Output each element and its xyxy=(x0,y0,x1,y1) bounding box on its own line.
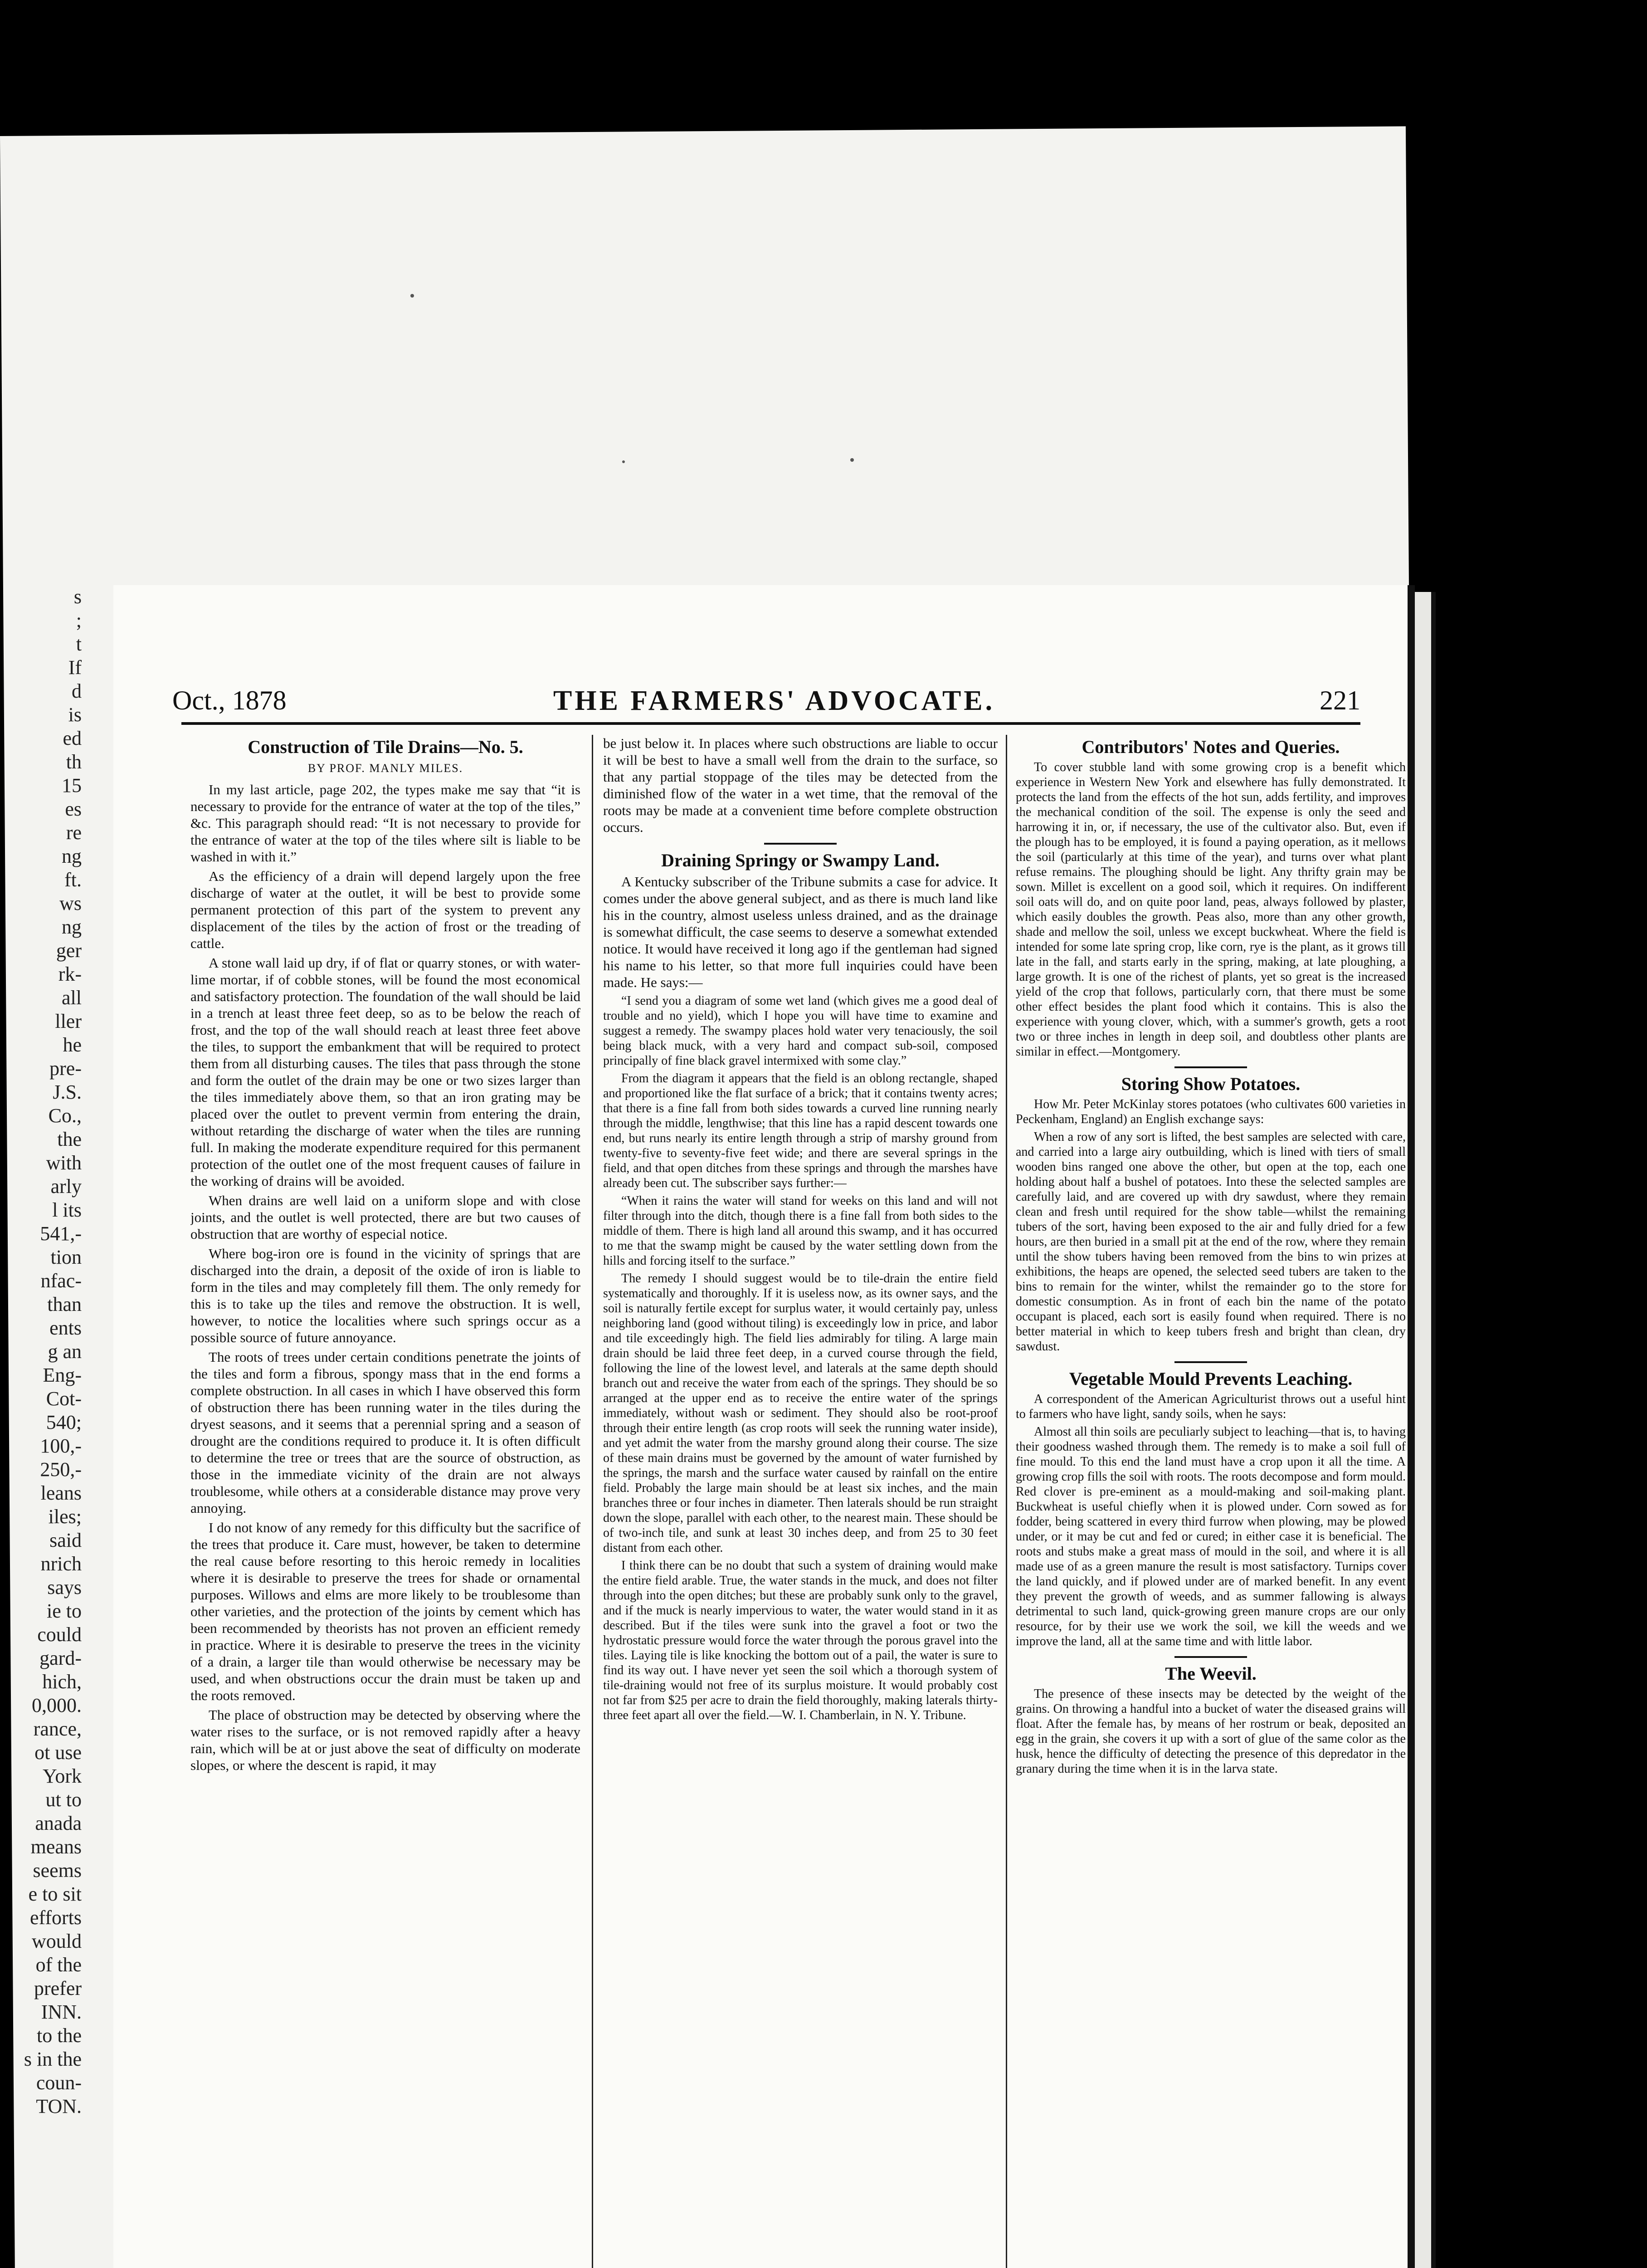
facing-page-fragment: 15 xyxy=(62,774,82,797)
facing-page-fragment: ; xyxy=(76,609,82,631)
facing-page-fragment: 0,000. xyxy=(32,1694,82,1716)
article-paragraph: The place of obstruction may be detected by observing where the water rises to the surface, or is not removed rapidly after a heavy rain, which will be at or just above the seat of difficulty on moderate slopes, or where the descent is rapid, it may xyxy=(190,1707,580,1773)
facing-page-fragment: Cot- xyxy=(46,1388,82,1410)
article-heading: Construction of Tile Drains—No. 5. xyxy=(248,737,523,757)
facing-page-fragment: is xyxy=(68,704,82,726)
facing-page-fragment: hich, xyxy=(42,1671,82,1693)
article-paragraph: Where bog-iron ore is found in the vicinity of springs that are discharged into the drain, a deposit of the oxide of iron is liable to form in the tiles and may completely fill them. The only remedy for this is to take up the tiles and remove the obstruction. It is well, however, to notice the localities where such springs occur as a possible source of future annoyance. xyxy=(190,1246,580,1345)
article-heading: The Weevil. xyxy=(1165,1663,1257,1684)
facing-page-fragment: ot use xyxy=(34,1741,82,1764)
facing-page-fragment: Co., xyxy=(48,1105,82,1127)
scan-speck xyxy=(622,460,625,463)
facing-page-fragment: Eng- xyxy=(43,1364,82,1386)
facing-page-fragment: rk- xyxy=(58,963,82,985)
facing-page-fragment: ger xyxy=(56,939,82,962)
column-divider xyxy=(1006,735,1007,2268)
facing-page-fragment: ents xyxy=(49,1317,82,1339)
facing-page-fragment: ng xyxy=(62,845,82,867)
article-heading: Contributors' Notes and Queries. xyxy=(1082,737,1340,757)
facing-page-fragment: If xyxy=(68,656,82,679)
facing-page-fragment: prefer xyxy=(34,1977,82,1999)
page-header xyxy=(136,685,1388,717)
scan-speck xyxy=(850,458,854,462)
facing-page-fragment: leans xyxy=(40,1482,82,1504)
article-paragraph: A Kentucky subscriber of the Tribune submits a case for advice. It comes under the above general subject, and as there is much land like his in the country, almost useless unless drained, and as the drainage is somewhat difficult, the case seems to deserve a somewhat extended notice. It would have received it long ago if the gentleman had signed his name to his letter, so that more full inquiries could have been made. He says:— xyxy=(603,874,998,990)
facing-page-fragment: s in the xyxy=(24,2048,82,2070)
facing-page-edge-text xyxy=(0,585,86,2268)
facing-page-fragment: TON. xyxy=(36,2095,82,2117)
facing-page-fragment: 100,- xyxy=(40,1435,82,1457)
column-notes-and-queries xyxy=(1016,735,1406,2268)
article-paragraph: In my last article, page 202, the types make me say that “it is necessary to provide for the entrance of water at the top of the tiles,” &c. This paragraph should read: “It is not necessary to provide for the entrance of water at the top of the tiles where silt is liable to be washed in with it.” xyxy=(190,782,580,865)
facing-page-fragment: re xyxy=(66,821,82,844)
facing-page-fragment: ed xyxy=(63,727,82,749)
facing-page-fragment: all xyxy=(62,987,82,1009)
facing-page-fragment: to the xyxy=(37,2024,82,2047)
article-paragraph: I think there can be no doubt that such a system of draining would make the entire field arable. True, the water stands in the muck, and does not filter through into the open ditches; but these are probably sunk only to the gravel, and if the muck is nearly impervious to water, the water would stand in it as described. But if the tiles were sunk into the gravel a foot or two the hydrostatic pressure would force the water through the porous gravel into the tiles. Laying tile is like knocking the bottom out of a pail, the water is sure to find its way out. I have never yet seen the soil which a thorough system of tile-draining would not free of its surplus moisture. It would probably cost not far from $25 per acre to drain the field thoroughly, making laterals thirty-three feet apart all over the field.—W. I. Chamberlain, in N. Y. Tribune. xyxy=(603,1559,998,1722)
facing-page-fragment: ller xyxy=(55,1010,82,1032)
facing-page-fragment: said xyxy=(49,1529,82,1551)
article-paragraph: When a row of any sort is lifted, the best samples are selected with care, and carried into a large airy outbuilding, which is lined with tiers of small wooden bins ranged one above the other, but open at the top, each one holding about half a bushel of potatoes. Into these the selected samples are carefully laid, and are covered up with dry sawdust, where they remain clean and fresh until required for the show table—whilst the remaining tubers of the sort, having been exposed to the air and fully dried for a few hours, are then buried in a small pit at the end of the row, where they remain until the show tubers having been removed from the bins to win prizes at exhibitions, the heaps are opened, the selected seed tubers are taken to the bins to remain for the winter, whilst the remainder go to the store for domestic consumption. As in front of each bin the name of the potato occupant is placed, each sort is easily found when required. There is no better material in which to keep tubers fresh and bright than clean, dry sawdust. xyxy=(1016,1130,1406,1354)
facing-page-fragment: arly xyxy=(50,1175,82,1198)
facing-page-fragment: es xyxy=(65,798,82,820)
facing-page-fragment: ng xyxy=(62,916,82,938)
facing-page-fragment: nrich xyxy=(40,1553,82,1575)
facing-page-fragment: says xyxy=(47,1576,82,1598)
facing-page-fragment: iles; xyxy=(48,1505,82,1528)
article-paragraph: The roots of trees under certain conditions penetrate the joints of the tiles and form a fibrous, spongy mass that in the end forms a complete obstruction. In all cases in which I have observed this form of obstruction there has been running water in the tiles during the dryest seasons, and it seems that a perennial spring and a season of drought are the conditions required to produce it. It is often difficult to determine the tree or trees that are the source of obstruction, as those in the immediate vicinity of the drain are not always troublesome, while others at a considerable distance may prove very annoying. xyxy=(190,1349,580,1516)
article-heading: Storing Show Potatoes. xyxy=(1121,1074,1301,1094)
facing-page-fragment: INN. xyxy=(41,2001,82,2023)
article-paragraph: A stone wall laid up dry, if of flat or quarry stones, or with water-lime mortar, if of cobble stones, will be found the most economical and satisfactory protection. The foundation of the wall should be laid in a trench at least three feet deep, so as to be below the reach of frost, and the top of the wall should reach at least three feet above the tiles, to support the embankment that will be required to protect them from all disturbing causes. The tiles that pass through the stone and form the outlet of the drain may be one or two sizes larger than the tiles immediately above them, so that an iron grating may be placed over the outlet to prevent vermin from entering the drain, without retarding the discharge of water when the tiles are running full. In making the moderate expenditure required for this permanent protection of the outlet one of the most frequent causes of failure in the working of drains will be avoided. xyxy=(190,955,580,1189)
column-tile-drains xyxy=(190,735,580,2268)
facing-page-fragment: rance, xyxy=(33,1718,82,1740)
header-rule xyxy=(181,722,1360,725)
article-paragraph: Almost all thin soils are peculiarly subject to leaching—that is, to having their goodness washed through them. The remedy is to make a soil full of fine mould. To this end the land must have a crop upon it all the time. A growing crop fills the soil with roots. The roots decompose and form mould. Red clover is pre-eminent as a mould-making and soil-making plant. Buckwheat is useful chiefly when it is plowed under. Corn sowed as for fodder, being scattered in every third furrow when plowing, may be plowed under, or it may be cut and fed or cured; in either case it is beneficial. The roots and stubs make a great mass of mould in the soil, and where it is all made use of as a green manure the result is most satisfactory. Turnips cover the land quickly, and if plowed under are of marked benefit. In any event they prevent the growth of weeds, and as summer fallowing is always detrimental to such land, quick-growing green manure crops are our only resource, for by their use we work the soil, we kill the weeds and we improve the land, all at the same time and with little labor. xyxy=(1016,1425,1406,1648)
facing-page-fragment: e to sit xyxy=(28,1883,82,1905)
column-draining-swampy-land xyxy=(603,735,998,2268)
section-rule xyxy=(1174,1656,1247,1658)
facing-page-fragment: t xyxy=(76,633,82,655)
section-rule xyxy=(1174,1066,1247,1068)
facing-page-fragment: gard- xyxy=(39,1647,82,1669)
facing-page-fragment: seems xyxy=(33,1859,82,1882)
facing-page-fragment: would xyxy=(32,1930,82,1952)
facing-page-fragment: l its xyxy=(52,1199,82,1221)
facing-page-fragment: than xyxy=(47,1293,82,1315)
facing-page-fragment: coun- xyxy=(36,2072,82,2094)
facing-page-fragment: ie to xyxy=(47,1600,82,1622)
facing-page-fragment: efforts xyxy=(29,1906,82,1929)
facing-page-fragment: 540; xyxy=(46,1411,82,1433)
facing-page-fragment: with xyxy=(46,1152,82,1174)
article-quote: “I send you a diagram of some wet land (which gives me a good deal of trouble and no yield), which I hope you will have time to examine and suggest a remedy. The swampy places hold water very tenaciously, the soil being black muck, with a very hard and compact sub-soil, composed principally of fine black gravel intermixed with some clay.” xyxy=(603,994,998,1068)
facing-page-fragment: J.S. xyxy=(53,1081,82,1103)
article-paragraph: The presence of these insects may be detected by the weight of the grains. On throwing a handful into a bucket of water the diseased grains will float. After the female has, by means of her rostrum or beak, deposited an egg in the grain, she covers it up with a sort of glue of the same color as the husk, hence the difficulty of detecting the presence of this depredator in the granary during the time when it is in the larva state. xyxy=(1016,1687,1406,1776)
facing-page-fragment: he xyxy=(63,1034,82,1056)
article-paragraph: To cover stubble land with some growing crop is a benefit which experience in Western New York and elsewhere has fully demonstrated. It protects the land from the effects of the hot sun, adds fertility, and improves the mechanical condition of the soil. The expense is only the seed and harrowing it in, or, if necessary, the use of the cultivator also. But, even if the plough has to be employed, it is found a paying operation, as it mellows the soil (particularly at this time of the year), and turns over what plant refuse remains. The ploughing should be light. Any thrifty grain may be sown. Millet is excellent on a good soil, which it requires. On indifferent soil oats will do, and on quite poor land, peas, always followed by plaster, which easily doubles the growth. Peas also, more than any other growth, shade and mellow the soil, unless we except buckwheat. Where the field is intended for some late spring crop, like corn, rye is the plant, as it grows till late in the fall, and starts early in the spring, making, at late ploughing, a large growth. It is one of the richest of plants, yet so great is the increased yield of the crop that follows, particularly corn, that there must be some other effect besides the plant food which it contains. This is also the experience with young clover, which, with a summer's growth, gets a root two or three inches in length in deep soil, and doubtless other plants are similar in effect.—Montgomery. xyxy=(1016,760,1406,1059)
facing-page-fragment: s xyxy=(73,586,82,608)
article-paragraph: When drains are well laid on a uniform slope and with close joints, and the outlet is well protected, there are but two causes of obstruction that are worthy of especial notice. xyxy=(190,1193,580,1242)
page-number: 221 xyxy=(1320,685,1360,715)
issue-date: Oct., 1878 xyxy=(172,685,287,715)
facing-page-fragment: anada xyxy=(35,1812,82,1834)
page-binding-edge xyxy=(1415,592,1436,2268)
facing-page-fragment: nfac- xyxy=(40,1270,82,1292)
article-paragraph: I do not know of any remedy for this difficulty but the sacrifice of the trees that produce it. Care must, however, be taken to determine the real cause before resorting to this heroic remedy in localities where it is desirable to preserve the trees for shade or ornamental purposes. Willows and elms are more likely to be troublesome than other varieties, and the protection of the joints by cement which has been recommended by theorists has not proven an efficient remedy in practice. Where it is desirable to preserve the trees in the vicinity of a drain, a larger tile than would otherwise be necessary may be used, and when obstructions occur the drain must be taken up and the roots removed. xyxy=(190,1520,580,1703)
facing-page-fragment: the xyxy=(57,1128,82,1150)
article-byline: BY PROF. MANLY MILES. xyxy=(307,762,463,775)
masthead-title: THE FARMERS' ADVOCATE. xyxy=(553,685,995,716)
article-paragraph: A correspondent of the American Agriculturist throws out a useful hint to farmers who have light, sandy soils, when he says: xyxy=(1016,1392,1406,1421)
article-paragraph: How Mr. Peter McKinlay stores potatoes (who cultivates 600 varieties in Peckenham, England) an English exchange says: xyxy=(1016,1097,1406,1126)
facing-page-fragment: tion xyxy=(50,1246,82,1268)
facing-page-fragment: th xyxy=(66,751,82,773)
facing-page-fragment: d xyxy=(72,680,82,702)
article-heading: Vegetable Mould Prevents Leaching. xyxy=(1069,1369,1353,1389)
facing-page-fragment: could xyxy=(37,1623,82,1646)
article-paragraph: As the efficiency of a drain will depend largely upon the free discharge of water at the outlet, it will be best to provide some permanent protection of this part of the system to prevent any displacement of the tiles by the action of frost or the treading of cattle. xyxy=(190,868,580,951)
facing-page-fragment: 541,- xyxy=(40,1222,82,1245)
facing-page-fragment: 250,- xyxy=(40,1458,82,1481)
facing-page-fragment: means xyxy=(30,1836,82,1858)
facing-page-fragment: of the xyxy=(35,1954,82,1976)
facing-page-fragment: g an xyxy=(48,1340,82,1363)
article-heading: Draining Springy or Swampy Land. xyxy=(661,850,940,870)
scan-speck xyxy=(410,294,414,298)
column-divider xyxy=(592,735,593,2268)
facing-page-fragment: ws xyxy=(59,892,82,914)
article-continuation: be just below it. In places where such obstructions are liable to occur it will be best to have a small well from the drain to the surface, so that any partial stoppage of the tiles may be detected from the diminished flow of the water in a wet time, that the removal of the roots may be made at a convenient time before complete obstruction occurs. xyxy=(603,735,998,835)
facing-page-fragment: ut to xyxy=(45,1789,82,1811)
facing-page-fragment: pre- xyxy=(49,1057,82,1080)
article-paragraph: From the diagram it appears that the field is an oblong rectangle, shaped and proportioned like the flat surface of a brick; that it contains twenty acres; that there is a fine fall from both sides towards a curved line running nearly through the middle, lengthwise; that this line has a rapid descent towards one end, but runs nearly its entire length through a strip of marshy ground from twenty-five to seventy-five feet wide; and there are several springs in the field, and that open ditches from these springs and through the marshes have already been cut. The subscriber says further:— xyxy=(603,1071,998,1190)
facing-page-fragment: ft. xyxy=(64,869,82,891)
article-quote: “When it rains the water will stand for weeks on this land and will not filter through into the ditch, though there is a fine fall from both sides to the middle of them. There is high land all around this swamp, and it has occurred to me that the swamp might be caused by the water settling down from the hills and forcing itself to the surface.” xyxy=(603,1194,998,1268)
article-paragraph: The remedy I should suggest would be to tile-drain the entire field systematically and thoroughly. If it is useless now, as its owner says, and the soil is naturally fertile except for surplus water, it would certainly pay, unless neighboring land (good without tiling) is exceedingly low in price, and labor and tile exceedingly high. The field lies admirably for tiling. A large main drain should be laid three feet deep, in a curved course through the field, following the line of the lowest level, and laterals at the same depth should branch out and receive the water from each of the springs. They should be so arranged at the upper end as to receive the entire water of the springs immediately, without wash or sediment. They should also be root-proof through their entire length (as crop roots will seek the running water inside), and yet admit the water from the marshy ground along their course. The size of these main drains must be governed by the amount of water furnished by the springs, the marsh and the surface water caused by rainfall on the entire field. Probably the large main should be at least six inches, and the main branches three or four inches in diameter. Then laterals should be run straight down the slope, parallel with each other, to the nearest main. These should be of two-inch tile, and sunk at least 30 inches deep, and from 25 to 30 feet distant from each other. xyxy=(603,1271,998,1555)
section-rule xyxy=(1174,1361,1247,1363)
section-rule xyxy=(764,843,837,845)
facing-page-fragment: York xyxy=(42,1765,82,1787)
